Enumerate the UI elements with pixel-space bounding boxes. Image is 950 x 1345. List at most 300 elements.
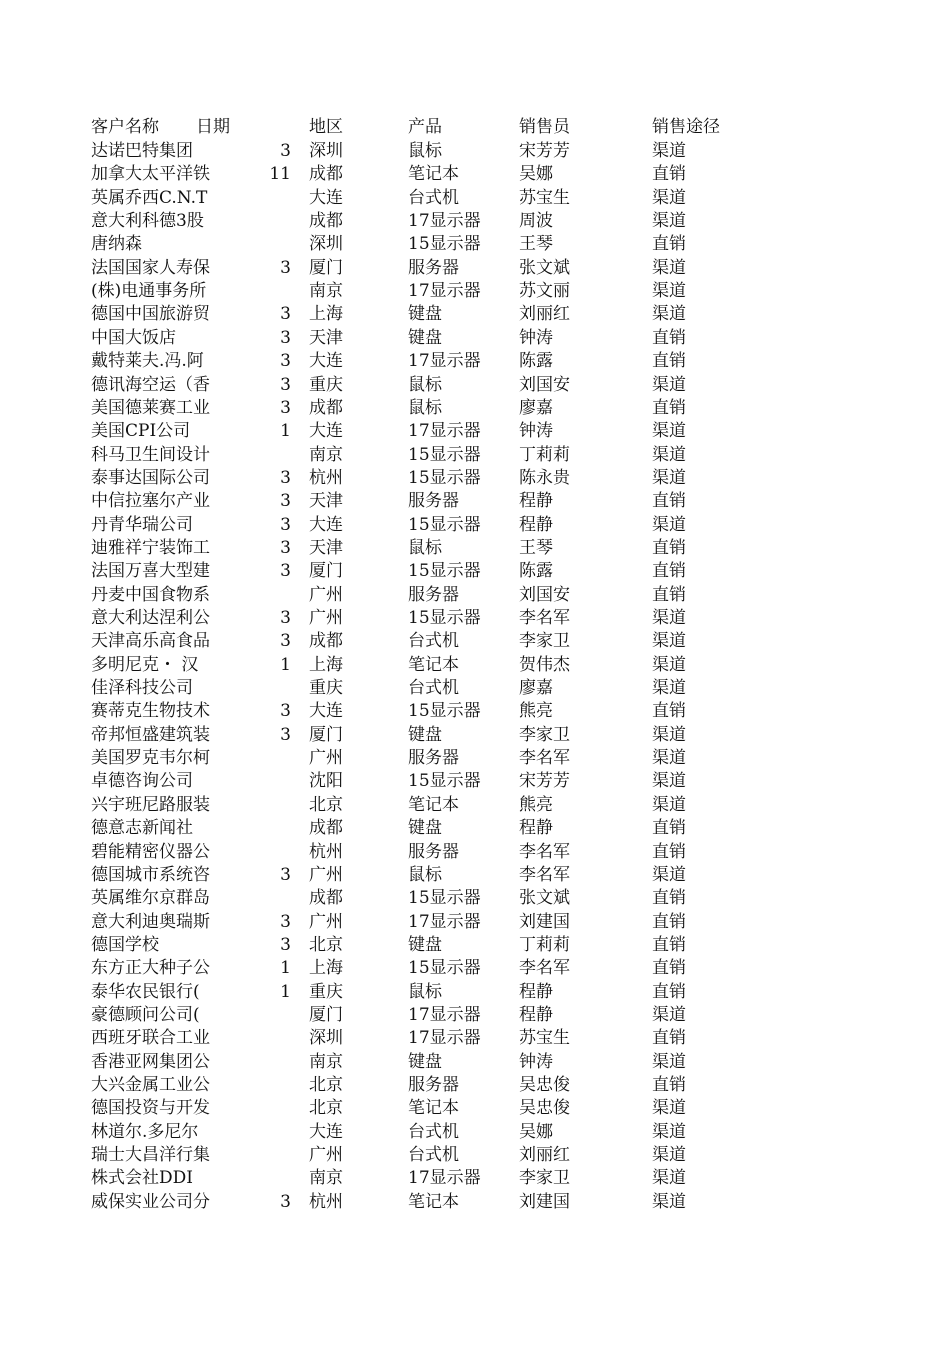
- cell-customer-name[interactable]: 德意志新闻社: [91, 818, 193, 839]
- cell-sales-channel[interactable]: 直销: [652, 584, 686, 605]
- cell-sales-channel[interactable]: 渠道: [652, 724, 686, 745]
- cell-product[interactable]: 鼠标: [408, 374, 442, 395]
- cell-date[interactable]: 3: [280, 561, 291, 582]
- cell-salesperson[interactable]: 宋芳芳: [519, 141, 570, 161]
- cell-region[interactable]: 重庆: [309, 374, 343, 395]
- cell-region[interactable]: 大连: [309, 1121, 343, 1142]
- table-row: [0, 1074, 950, 1097]
- cell-salesperson[interactable]: 刘建国: [519, 911, 570, 932]
- cell-date[interactable]: 3: [280, 537, 291, 558]
- table-row: [0, 841, 950, 864]
- cell-region[interactable]: 大连: [309, 421, 343, 442]
- header-date[interactable]: 日期: [196, 117, 230, 137]
- cell-product[interactable]: 17显示器: [408, 911, 481, 932]
- cell-date[interactable]: 3: [280, 631, 291, 652]
- cell-salesperson[interactable]: 廖嘉: [519, 678, 553, 699]
- table-row: [0, 957, 950, 980]
- cell-customer-name[interactable]: 德国城市系统咨: [91, 864, 210, 885]
- cell-sales-channel[interactable]: 直销: [652, 491, 686, 512]
- cell-region[interactable]: 重庆: [309, 981, 343, 1002]
- cell-region[interactable]: 广州: [309, 584, 343, 605]
- cell-sales-channel[interactable]: 直销: [652, 164, 686, 185]
- cell-customer-name[interactable]: 唐纳森: [91, 234, 142, 255]
- cell-date[interactable]: 3: [280, 724, 291, 745]
- cell-sales-channel[interactable]: 渠道: [652, 654, 686, 675]
- cell-region[interactable]: 厦门: [309, 257, 343, 278]
- table-row: [0, 747, 950, 770]
- cell-sales-channel[interactable]: 渠道: [652, 444, 686, 465]
- cell-salesperson[interactable]: 钟涛: [519, 327, 553, 348]
- cell-salesperson[interactable]: 廖嘉: [519, 397, 553, 418]
- cell-date[interactable]: 3: [280, 304, 291, 325]
- cell-sales-channel[interactable]: 直销: [652, 911, 686, 932]
- cell-date[interactable]: 11: [269, 164, 291, 185]
- cell-region[interactable]: 沈阳: [309, 771, 343, 792]
- cell-salesperson[interactable]: 吴娜: [519, 164, 553, 185]
- cell-product[interactable]: 台式机: [408, 187, 459, 208]
- cell-region[interactable]: 厦门: [309, 561, 343, 582]
- cell-salesperson[interactable]: 程静: [519, 1004, 553, 1025]
- cell-date[interactable]: 1: [280, 981, 291, 1002]
- table-row: [0, 280, 950, 303]
- cell-region[interactable]: 北京: [309, 1098, 343, 1119]
- cell-customer-name[interactable]: 美国德莱赛工业: [91, 397, 210, 418]
- cell-sales-channel[interactable]: 渠道: [652, 187, 686, 208]
- cell-product[interactable]: 服务器: [408, 491, 459, 512]
- cell-customer-name[interactable]: 科马卫生间设计: [91, 444, 210, 465]
- cell-region[interactable]: 大连: [309, 514, 343, 535]
- table-row: [0, 981, 950, 1004]
- cell-region[interactable]: 大连: [309, 187, 343, 208]
- table-row: [0, 163, 950, 186]
- cell-customer-name[interactable]: 法国国家人寿保: [91, 257, 210, 278]
- cell-customer-name[interactable]: 德国中国旅游贸: [91, 304, 210, 325]
- cell-product[interactable]: 15显示器: [408, 514, 481, 535]
- table-row: [0, 140, 950, 163]
- cell-region[interactable]: 北京: [309, 794, 343, 815]
- cell-sales-channel[interactable]: 渠道: [652, 211, 686, 232]
- cell-customer-name[interactable]: 德国学校: [91, 934, 159, 955]
- cell-salesperson[interactable]: 苏宝生: [519, 1028, 570, 1049]
- cell-sales-channel[interactable]: 直销: [652, 958, 686, 979]
- cell-sales-channel[interactable]: 渠道: [652, 421, 686, 442]
- cell-sales-channel[interactable]: 渠道: [652, 1168, 686, 1189]
- cell-sales-channel[interactable]: 渠道: [652, 608, 686, 628]
- cell-date[interactable]: 3: [280, 934, 291, 955]
- cell-sales-channel[interactable]: 渠道: [652, 467, 686, 488]
- cell-salesperson[interactable]: 张文斌: [519, 257, 570, 278]
- table-row: [0, 864, 950, 887]
- cell-customer-name[interactable]: 中信拉塞尔产业: [91, 491, 210, 512]
- cell-sales-channel[interactable]: 渠道: [652, 631, 686, 652]
- cell-product[interactable]: 键盘: [408, 304, 442, 325]
- table-row: [0, 187, 950, 210]
- cell-sales-channel[interactable]: 渠道: [652, 1121, 686, 1142]
- table-row: [0, 210, 950, 233]
- cell-product[interactable]: 鼠标: [408, 981, 442, 1002]
- cell-product[interactable]: 15显示器: [408, 467, 481, 488]
- cell-product[interactable]: 15显示器: [408, 234, 481, 255]
- cell-date[interactable]: 3: [280, 397, 291, 418]
- cell-product[interactable]: 键盘: [408, 818, 442, 839]
- cell-sales-channel[interactable]: 渠道: [652, 678, 686, 699]
- cell-product[interactable]: 鼠标: [408, 397, 442, 418]
- cell-product[interactable]: 笔记本: [408, 1191, 459, 1212]
- table-row: [0, 257, 950, 280]
- cell-customer-name[interactable]: 中国大饭店: [91, 327, 176, 348]
- cell-product[interactable]: 键盘: [408, 934, 442, 955]
- cell-date[interactable]: 3: [280, 351, 291, 372]
- cell-product[interactable]: 17显示器: [408, 421, 481, 442]
- cell-sales-channel[interactable]: 直销: [652, 1075, 686, 1095]
- cell-salesperson[interactable]: 李名军: [519, 608, 570, 628]
- cell-customer-name[interactable]: 英属维尔京群岛: [91, 888, 210, 909]
- cell-product[interactable]: 键盘: [408, 724, 442, 745]
- cell-customer-name[interactable]: 美国罗克韦尔柯: [91, 748, 210, 769]
- cell-customer-name[interactable]: 帝邦恒盛建筑装: [91, 724, 210, 745]
- cell-customer-name[interactable]: 意大利迪奥瑞斯: [91, 911, 210, 932]
- cell-salesperson[interactable]: 钟涛: [519, 1051, 553, 1072]
- cell-salesperson[interactable]: 宋芳芳: [519, 771, 570, 792]
- cell-sales-channel[interactable]: 直销: [652, 818, 686, 839]
- cell-region[interactable]: 广州: [309, 1145, 343, 1166]
- cell-sales-channel[interactable]: 直销: [652, 888, 686, 909]
- cell-salesperson[interactable]: 李名军: [519, 748, 570, 769]
- cell-salesperson[interactable]: 陈露: [519, 351, 553, 372]
- cell-region[interactable]: 成都: [309, 211, 343, 232]
- cell-sales-channel[interactable]: 渠道: [652, 1004, 686, 1025]
- cell-salesperson[interactable]: 程静: [519, 818, 553, 839]
- cell-sales-channel[interactable]: 渠道: [652, 1098, 686, 1119]
- cell-customer-name[interactable]: 香港亚网集团公: [91, 1051, 210, 1072]
- cell-region[interactable]: 天津: [309, 327, 343, 348]
- cell-salesperson[interactable]: 刘国安: [519, 374, 570, 395]
- table-row: [0, 303, 950, 326]
- cell-customer-name[interactable]: 法国万喜大型建: [91, 561, 210, 582]
- cell-salesperson[interactable]: 程静: [519, 981, 553, 1002]
- cell-customer-name[interactable]: 佳泽科技公司: [91, 678, 193, 699]
- cell-region[interactable]: 上海: [309, 654, 343, 675]
- cell-customer-name[interactable]: 多明尼克・ 汉: [91, 654, 199, 675]
- cell-sales-channel[interactable]: 渠道: [652, 748, 686, 769]
- cell-customer-name[interactable]: 意大利达涅利公: [91, 608, 210, 628]
- cell-region[interactable]: 南京: [309, 281, 343, 302]
- cell-region[interactable]: 厦门: [309, 724, 343, 745]
- table-row: [0, 584, 950, 607]
- cell-region[interactable]: 深圳: [309, 141, 343, 161]
- cell-date[interactable]: 3: [280, 467, 291, 488]
- cell-region[interactable]: 厦门: [309, 1004, 343, 1025]
- table-row: [0, 1191, 950, 1214]
- cell-salesperson[interactable]: 李名军: [519, 958, 570, 979]
- table-row: [0, 490, 950, 513]
- cell-region[interactable]: 重庆: [309, 678, 343, 699]
- cell-sales-channel[interactable]: 渠道: [652, 514, 686, 535]
- cell-customer-name[interactable]: 戴特莱夫.冯.阿: [91, 351, 204, 372]
- header-region[interactable]: 地区: [309, 117, 343, 137]
- cell-region[interactable]: 深圳: [309, 234, 343, 255]
- cell-salesperson[interactable]: 陈永贵: [519, 467, 570, 488]
- cell-region[interactable]: 成都: [309, 888, 343, 909]
- header-product[interactable]: 产品: [408, 117, 442, 137]
- cell-product[interactable]: 17显示器: [408, 281, 481, 302]
- table-row: [0, 467, 950, 490]
- cell-customer-name[interactable]: 迪雅祥宁装饰工: [91, 537, 210, 558]
- cell-sales-channel[interactable]: 渠道: [652, 1145, 686, 1166]
- cell-customer-name[interactable]: 意大利科德3股: [91, 211, 204, 232]
- cell-region[interactable]: 杭州: [309, 467, 343, 488]
- cell-product[interactable]: 15显示器: [408, 701, 481, 722]
- cell-salesperson[interactable]: 苏宝生: [519, 187, 570, 208]
- cell-region[interactable]: 成都: [309, 818, 343, 839]
- cell-date[interactable]: 3: [280, 374, 291, 395]
- cell-date[interactable]: 1: [280, 654, 291, 675]
- table-row: [0, 887, 950, 910]
- cell-date[interactable]: 1: [280, 421, 291, 442]
- cell-product[interactable]: 17显示器: [408, 1004, 481, 1025]
- cell-customer-name[interactable]: 林道尔.多尼尔: [91, 1121, 199, 1142]
- cell-sales-channel[interactable]: 直销: [652, 934, 686, 955]
- header-row: [0, 116, 950, 139]
- cell-region[interactable]: 北京: [309, 1075, 343, 1095]
- table-row: [0, 233, 950, 256]
- table-row: [0, 630, 950, 653]
- cell-date[interactable]: 3: [280, 514, 291, 535]
- cell-product[interactable]: 笔记本: [408, 654, 459, 675]
- cell-customer-name[interactable]: 赛蒂克生物技术: [91, 701, 210, 722]
- table-row: [0, 327, 950, 350]
- cell-customer-name[interactable]: 泰事达国际公司: [91, 467, 210, 488]
- cell-salesperson[interactable]: 吴娜: [519, 1121, 553, 1142]
- cell-product[interactable]: 笔记本: [408, 1098, 459, 1119]
- cell-region[interactable]: 南京: [309, 1168, 343, 1189]
- cell-salesperson[interactable]: 丁莉莉: [519, 444, 570, 465]
- cell-salesperson[interactable]: 刘国安: [519, 584, 570, 605]
- cell-product[interactable]: 台式机: [408, 1145, 459, 1166]
- cell-salesperson[interactable]: 贺伟杰: [519, 654, 570, 675]
- cell-sales-channel[interactable]: 直销: [652, 234, 686, 255]
- cell-product[interactable]: 台式机: [408, 1121, 459, 1142]
- table-row: [0, 1097, 950, 1120]
- cell-salesperson[interactable]: 张文斌: [519, 888, 570, 909]
- cell-salesperson[interactable]: 程静: [519, 491, 553, 512]
- cell-date[interactable]: 3: [280, 257, 291, 278]
- cell-region[interactable]: 大连: [309, 351, 343, 372]
- table-row: [0, 911, 950, 934]
- table-row: [0, 1121, 950, 1144]
- cell-customer-name[interactable]: 英属乔西C.N.T: [91, 187, 208, 208]
- cell-product[interactable]: 服务器: [408, 584, 459, 605]
- cell-sales-channel[interactable]: 直销: [652, 841, 686, 862]
- cell-product[interactable]: 服务器: [408, 841, 459, 862]
- cell-date[interactable]: 3: [280, 701, 291, 722]
- cell-customer-name[interactable]: 豪德顾问公司(: [91, 1004, 200, 1025]
- cell-product[interactable]: 台式机: [408, 631, 459, 652]
- header-salesperson[interactable]: 销售员: [519, 117, 570, 137]
- cell-product[interactable]: 服务器: [408, 1075, 459, 1095]
- cell-region[interactable]: 南京: [309, 444, 343, 465]
- cell-customer-name[interactable]: 达诺巴特集团: [91, 141, 193, 161]
- cell-region[interactable]: 上海: [309, 304, 343, 325]
- cell-salesperson[interactable]: 李名军: [519, 841, 570, 862]
- cell-region[interactable]: 广州: [309, 748, 343, 769]
- cell-salesperson[interactable]: 李家卫: [519, 1168, 570, 1189]
- cell-customer-name[interactable]: 丹青华瑞公司: [91, 514, 193, 535]
- cell-sales-channel[interactable]: 渠道: [652, 864, 686, 885]
- cell-customer-name[interactable]: 瑞士大昌洋行集: [91, 1145, 210, 1166]
- cell-salesperson[interactable]: 熊亮: [519, 701, 553, 722]
- table-row: [0, 397, 950, 420]
- cell-date[interactable]: 3: [280, 1191, 291, 1212]
- cell-region[interactable]: 上海: [309, 958, 343, 979]
- cell-customer-name[interactable]: 加拿大太平洋铁: [91, 164, 210, 185]
- cell-customer-name[interactable]: 威保实业公司分: [91, 1191, 210, 1212]
- cell-salesperson[interactable]: 刘丽红: [519, 1145, 570, 1166]
- cell-region[interactable]: 杭州: [309, 1191, 343, 1212]
- cell-region[interactable]: 北京: [309, 934, 343, 955]
- cell-customer-name[interactable]: 天津高乐高食品: [91, 631, 210, 652]
- cell-sales-channel[interactable]: 渠道: [652, 1191, 686, 1212]
- cell-date[interactable]: 3: [280, 141, 291, 161]
- table-row: [0, 724, 950, 747]
- table-row: [0, 654, 950, 677]
- cell-customer-name[interactable]: 东方正大种子公: [91, 958, 210, 979]
- cell-salesperson[interactable]: 苏文丽: [519, 281, 570, 302]
- cell-product[interactable]: 键盘: [408, 327, 442, 348]
- cell-customer-name[interactable]: 美国CPI公司: [91, 421, 191, 442]
- cell-sales-channel[interactable]: 直销: [652, 561, 686, 582]
- cell-customer-name[interactable]: 碧能精密仪器公: [91, 841, 210, 862]
- cell-salesperson[interactable]: 刘建国: [519, 1191, 570, 1212]
- cell-product[interactable]: 服务器: [408, 257, 459, 278]
- cell-sales-channel[interactable]: 直销: [652, 981, 686, 1002]
- cell-salesperson[interactable]: 王琴: [519, 234, 553, 255]
- cell-salesperson[interactable]: 吴忠俊: [519, 1098, 570, 1119]
- cell-salesperson[interactable]: 周波: [519, 211, 553, 232]
- cell-region[interactable]: 成都: [309, 164, 343, 185]
- cell-salesperson[interactable]: 王琴: [519, 537, 553, 558]
- cell-product[interactable]: 笔记本: [408, 164, 459, 185]
- cell-sales-channel[interactable]: 直销: [652, 537, 686, 558]
- cell-product[interactable]: 17显示器: [408, 351, 481, 372]
- cell-sales-channel[interactable]: 渠道: [652, 141, 686, 161]
- cell-region[interactable]: 广州: [309, 608, 343, 628]
- cell-sales-channel[interactable]: 直销: [652, 397, 686, 418]
- cell-customer-name[interactable]: 德讯海空运（香: [91, 374, 210, 395]
- cell-date[interactable]: 3: [280, 491, 291, 512]
- cell-product[interactable]: 键盘: [408, 1051, 442, 1072]
- cell-region[interactable]: 大连: [309, 701, 343, 722]
- cell-region[interactable]: 南京: [309, 1051, 343, 1072]
- cell-product[interactable]: 鼠标: [408, 864, 442, 885]
- table-row: [0, 1051, 950, 1074]
- cell-product[interactable]: 17显示器: [408, 1168, 481, 1189]
- table-row: [0, 770, 950, 793]
- cell-region[interactable]: 深圳: [309, 1028, 343, 1049]
- cell-product[interactable]: 服务器: [408, 748, 459, 769]
- cell-region[interactable]: 成都: [309, 397, 343, 418]
- cell-sales-channel[interactable]: 直销: [652, 1028, 686, 1049]
- cell-sales-channel[interactable]: 渠道: [652, 1051, 686, 1072]
- header-sales-channel[interactable]: 销售途径: [652, 117, 720, 137]
- cell-customer-name[interactable]: 卓德咨询公司: [91, 771, 193, 792]
- cell-sales-channel[interactable]: 渠道: [652, 281, 686, 302]
- cell-customer-name[interactable]: 德国投资与开发: [91, 1098, 210, 1119]
- cell-salesperson[interactable]: 陈露: [519, 561, 553, 582]
- table-row: [0, 1144, 950, 1167]
- cell-sales-channel[interactable]: 渠道: [652, 794, 686, 815]
- cell-salesperson[interactable]: 熊亮: [519, 794, 553, 815]
- cell-date[interactable]: 3: [280, 864, 291, 885]
- cell-product[interactable]: 15显示器: [408, 771, 481, 792]
- cell-product[interactable]: 鼠标: [408, 537, 442, 558]
- table-row: [0, 794, 950, 817]
- header-customer-name[interactable]: 客户名称: [91, 117, 159, 137]
- cell-salesperson[interactable]: 钟涛: [519, 421, 553, 442]
- cell-salesperson[interactable]: 李家卫: [519, 724, 570, 745]
- cell-date[interactable]: 3: [280, 608, 291, 628]
- cell-region[interactable]: 天津: [309, 491, 343, 512]
- cell-region[interactable]: 杭州: [309, 841, 343, 862]
- cell-customer-name[interactable]: 西班牙联合工业: [91, 1028, 210, 1049]
- cell-salesperson[interactable]: 丁莉莉: [519, 934, 570, 955]
- cell-product[interactable]: 15显示器: [408, 958, 481, 979]
- cell-salesperson[interactable]: 吴忠俊: [519, 1075, 570, 1095]
- cell-region[interactable]: 广州: [309, 864, 343, 885]
- cell-sales-channel[interactable]: 渠道: [652, 374, 686, 395]
- cell-region[interactable]: 成都: [309, 631, 343, 652]
- cell-customer-name[interactable]: 大兴金属工业公: [91, 1075, 210, 1095]
- cell-region[interactable]: 天津: [309, 537, 343, 558]
- cell-product[interactable]: 鼠标: [408, 141, 442, 161]
- cell-salesperson[interactable]: 刘丽红: [519, 304, 570, 325]
- cell-salesperson[interactable]: 李名军: [519, 864, 570, 885]
- cell-sales-channel[interactable]: 直销: [652, 701, 686, 722]
- cell-sales-channel[interactable]: 渠道: [652, 771, 686, 792]
- table-row: [0, 1027, 950, 1050]
- cell-customer-name[interactable]: 兴宇班尼路服装: [91, 794, 210, 815]
- cell-product[interactable]: 17显示器: [408, 211, 481, 232]
- cell-date[interactable]: 3: [280, 327, 291, 348]
- cell-sales-channel[interactable]: 直销: [652, 327, 686, 348]
- table-row: [0, 560, 950, 583]
- cell-customer-name[interactable]: 丹麦中国食物系: [91, 584, 210, 605]
- cell-customer-name[interactable]: 株式会社DDI: [91, 1168, 193, 1189]
- cell-sales-channel[interactable]: 渠道: [652, 304, 686, 325]
- table-row: [0, 1167, 950, 1190]
- cell-date[interactable]: 3: [280, 911, 291, 932]
- table-row: [0, 607, 950, 630]
- cell-product[interactable]: 17显示器: [408, 1028, 481, 1049]
- cell-sales-channel[interactable]: 直销: [652, 351, 686, 372]
- cell-customer-name[interactable]: (株)电通事务所: [91, 281, 207, 302]
- table-row: [0, 537, 950, 560]
- cell-date[interactable]: 1: [280, 958, 291, 979]
- cell-salesperson[interactable]: 李家卫: [519, 631, 570, 652]
- cell-product[interactable]: 15显示器: [408, 608, 481, 628]
- cell-region[interactable]: 广州: [309, 911, 343, 932]
- table-row: [0, 1004, 950, 1027]
- cell-product[interactable]: 台式机: [408, 678, 459, 699]
- cell-customer-name[interactable]: 泰华农民银行(: [91, 981, 200, 1002]
- cell-product[interactable]: 笔记本: [408, 794, 459, 815]
- cell-product[interactable]: 15显示器: [408, 888, 481, 909]
- cell-sales-channel[interactable]: 渠道: [652, 257, 686, 278]
- cell-product[interactable]: 15显示器: [408, 444, 481, 465]
- table-row: [0, 444, 950, 467]
- cell-salesperson[interactable]: 程静: [519, 514, 553, 535]
- cell-product[interactable]: 15显示器: [408, 561, 481, 582]
